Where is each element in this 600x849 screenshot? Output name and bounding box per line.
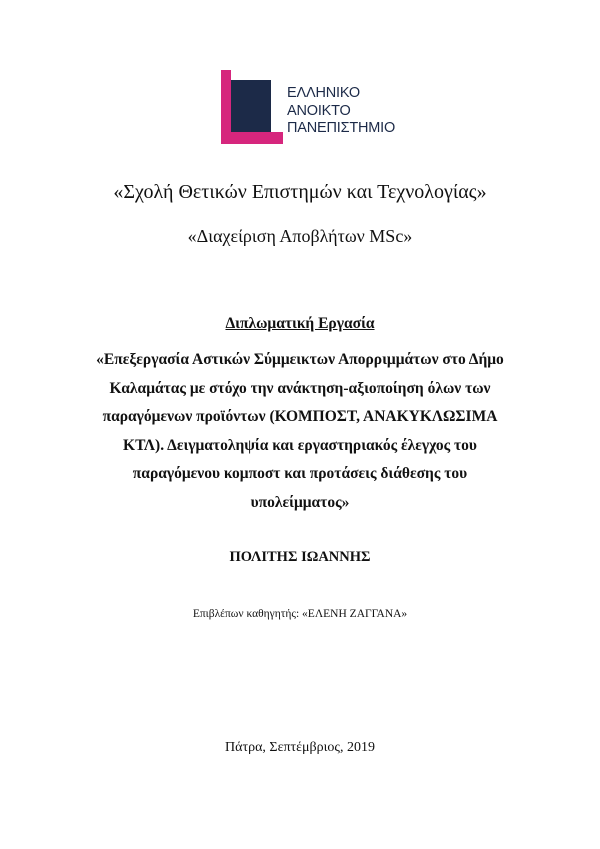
logo-wordmark: [287, 85, 395, 138]
university-logo: [221, 70, 411, 144]
thesis-title-line: παραγόμενου κομποστ και προτάσεις διάθεσης του: [132, 465, 468, 483]
place-date: Πάτρα, Σεπτέμβριος, 2019: [225, 740, 375, 755]
program-name: «Διαχείριση Αποβλήτων MSc»: [187, 226, 413, 246]
thesis-title-line: «Επεξεργασία Αστικών Σύμμεικτων Απορριμμάτων στο Δήμο: [96, 351, 504, 368]
thesis-title: [0, 346, 600, 518]
supervisor: Επιβλέπων καθηγητής: «ΕΛΕΝΗ ΖΑΓΓΑΝΑ»: [192, 608, 408, 620]
logo-line-3: ΠΑΝΕΠΙΣΤΗΜΙΟ: [287, 120, 396, 136]
thesis-title-line: ΚΤΛ). Δειγματοληψία και εργαστηριακός έλεγχος του: [123, 436, 477, 454]
thesis-label: Διπλωματική Εργασία: [225, 315, 375, 332]
school-name: «Σχολή Θετικών Επιστημών και Τεχνολογίας»: [113, 181, 487, 203]
author-name: ΠΟΛΙΤΗΣ ΙΩΑΝΝΗΣ: [229, 549, 371, 565]
logo-line-1: ΕΛΛΗΝΙΚΟ: [287, 85, 360, 101]
thesis-title-line: παραγόμενων προϊόντων (ΚΟΜΠΟΣΤ, ΑΝΑΚΥΚΛΩΣΙΜΑ: [102, 408, 498, 426]
logo-line-2: ΑΝΟΙΚΤΟ: [287, 102, 351, 119]
thesis-title-line: Καλαμάτας με στόχο την ανάκτηση-αξιοποίηση όλων των: [109, 379, 491, 397]
thesis-title-line: υπολείμματος»: [250, 493, 350, 511]
eap-logo-mark-icon: [221, 70, 283, 144]
